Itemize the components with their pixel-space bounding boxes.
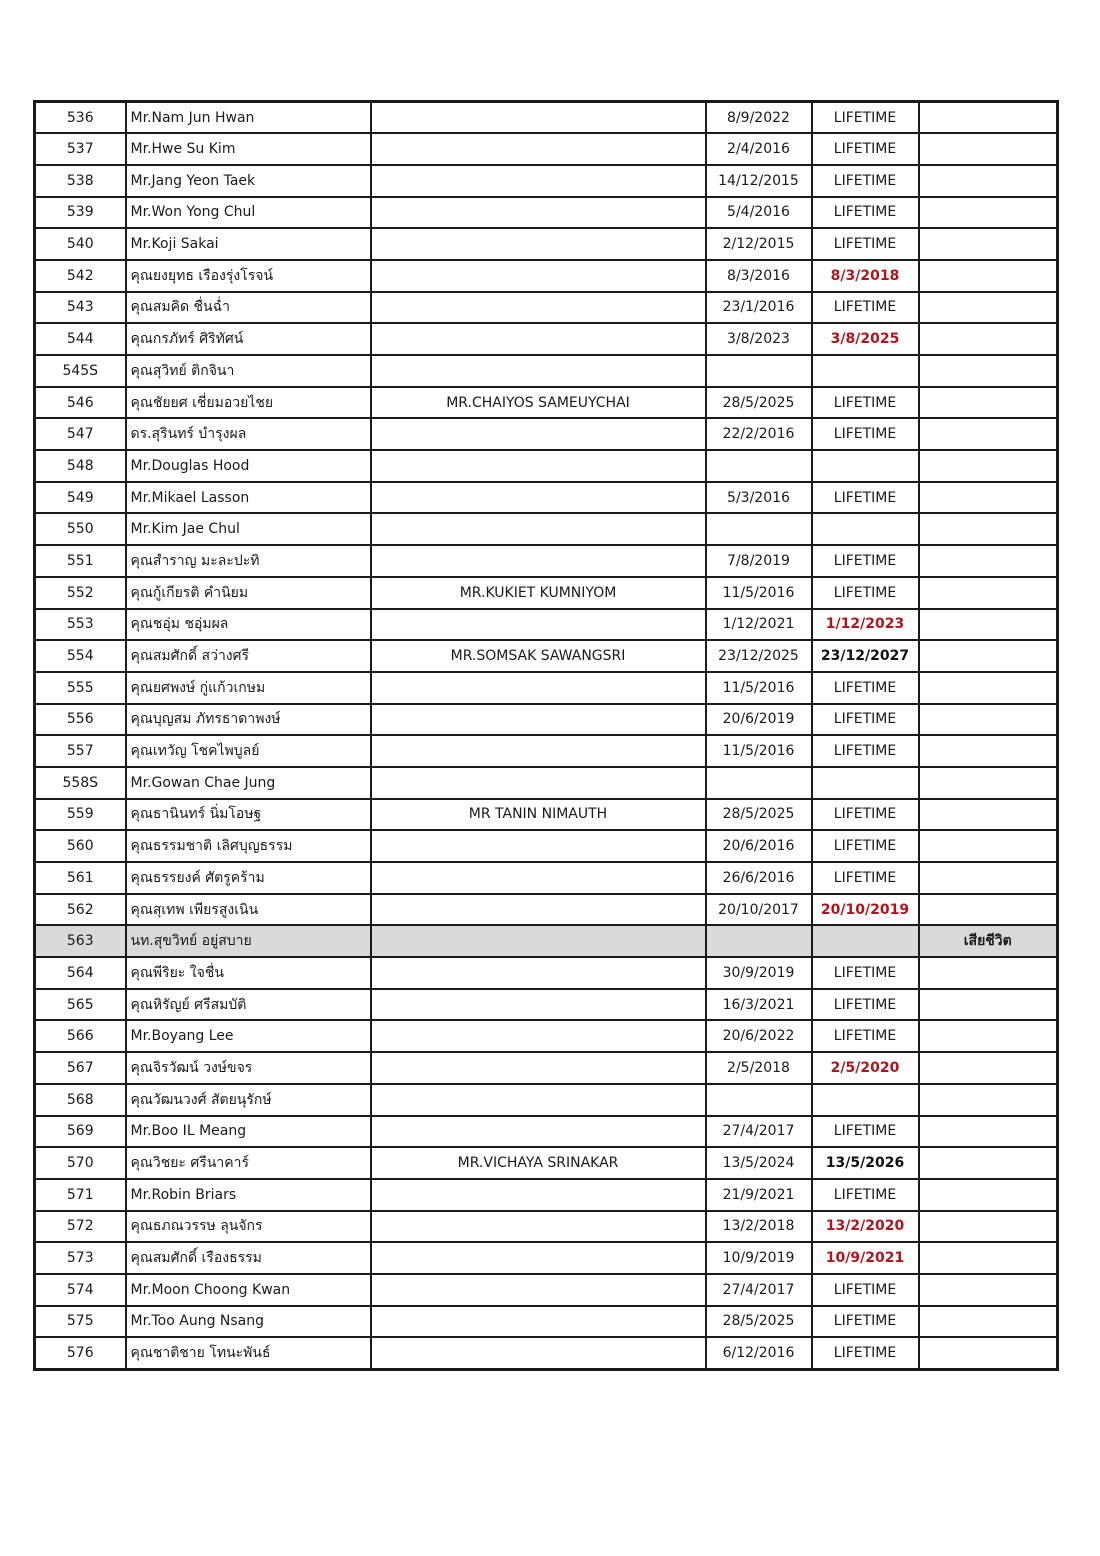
note-cell bbox=[919, 894, 1058, 926]
expiry-cell bbox=[812, 767, 919, 799]
note-cell bbox=[919, 165, 1058, 197]
start-date-cell: 2/12/2015 bbox=[706, 228, 812, 260]
table-row bbox=[35, 1147, 1058, 1179]
member-english-name-cell bbox=[371, 1116, 706, 1148]
note-cell bbox=[919, 1306, 1058, 1338]
member-table bbox=[33, 100, 1059, 1371]
start-date-cell: 2/4/2016 bbox=[706, 133, 812, 165]
table-row bbox=[35, 1020, 1058, 1052]
expiry-cell: LIFETIME bbox=[812, 545, 919, 577]
start-date-cell bbox=[706, 513, 812, 545]
member-name-cell: คุณสุวิทย์ ติกจินา bbox=[126, 355, 371, 387]
start-date-cell: 13/2/2018 bbox=[706, 1211, 812, 1243]
table-row bbox=[35, 228, 1058, 260]
note-cell bbox=[919, 513, 1058, 545]
member-english-name-cell bbox=[371, 228, 706, 260]
start-date-cell bbox=[706, 1084, 812, 1116]
start-date-cell: 2/5/2018 bbox=[706, 1052, 812, 1084]
start-date-cell: 14/12/2015 bbox=[706, 165, 812, 197]
member-name-cell: คุณพีริยะ ใจชื่น bbox=[126, 957, 371, 989]
note-cell bbox=[919, 672, 1058, 704]
member-name-cell: คุณกู้เกียรติ คำนิยม bbox=[126, 577, 371, 609]
table-row bbox=[35, 1242, 1058, 1274]
table-row bbox=[35, 609, 1058, 641]
member-name-cell: คุณยงยุทธ เรืองรุ่งโรจน์ bbox=[126, 260, 371, 292]
note-cell bbox=[919, 830, 1058, 862]
member-english-name-cell: MR.SOMSAK SAWANGSRI bbox=[371, 640, 706, 672]
table-row bbox=[35, 260, 1058, 292]
member-number-cell: 564 bbox=[35, 957, 126, 989]
expiry-cell: LIFETIME bbox=[812, 387, 919, 419]
expiry-cell: 20/10/2019 bbox=[812, 894, 919, 926]
member-english-name-cell bbox=[371, 1274, 706, 1306]
start-date-cell: 27/4/2017 bbox=[706, 1274, 812, 1306]
expiry-cell bbox=[812, 925, 919, 957]
start-date-cell: 10/9/2019 bbox=[706, 1242, 812, 1274]
member-number-cell: 573 bbox=[35, 1242, 126, 1274]
expiry-cell: LIFETIME bbox=[812, 957, 919, 989]
expiry-cell: LIFETIME bbox=[812, 228, 919, 260]
member-name-cell: คุณยศพงษ์ กู่แก้วเกษม bbox=[126, 672, 371, 704]
note-cell bbox=[919, 640, 1058, 672]
note-cell bbox=[919, 1274, 1058, 1306]
note-cell bbox=[919, 767, 1058, 799]
member-name-cell: Mr.Too Aung Nsang bbox=[126, 1306, 371, 1338]
table-row bbox=[35, 1211, 1058, 1243]
member-name-cell: Mr.Boyang Lee bbox=[126, 1020, 371, 1052]
note-cell bbox=[919, 102, 1058, 134]
note-cell bbox=[919, 1020, 1058, 1052]
expiry-cell: 3/8/2025 bbox=[812, 323, 919, 355]
note-cell: เสียชีวิต bbox=[919, 925, 1058, 957]
member-number-cell: 566 bbox=[35, 1020, 126, 1052]
member-english-name-cell bbox=[371, 1179, 706, 1211]
member-name-cell: คุณชัยยศ เชี่ยมอวยไชย bbox=[126, 387, 371, 419]
table-row bbox=[35, 133, 1058, 165]
member-english-name-cell bbox=[371, 545, 706, 577]
start-date-cell: 20/6/2016 bbox=[706, 830, 812, 862]
member-english-name-cell bbox=[371, 925, 706, 957]
note-cell bbox=[919, 1211, 1058, 1243]
start-date-cell: 8/9/2022 bbox=[706, 102, 812, 134]
table-row bbox=[35, 577, 1058, 609]
member-english-name-cell bbox=[371, 957, 706, 989]
start-date-cell: 21/9/2021 bbox=[706, 1179, 812, 1211]
start-date-cell bbox=[706, 925, 812, 957]
note-cell bbox=[919, 228, 1058, 260]
note-cell bbox=[919, 387, 1058, 419]
member-number-cell: 565 bbox=[35, 989, 126, 1021]
note-cell bbox=[919, 1116, 1058, 1148]
member-name-cell: คุณสมศักดิ์ เรืองธรรม bbox=[126, 1242, 371, 1274]
member-name-cell: คุณวัฒนวงศ์ สัตยนุรักษ์ bbox=[126, 1084, 371, 1116]
member-number-cell: 569 bbox=[35, 1116, 126, 1148]
note-cell bbox=[919, 799, 1058, 831]
note-cell bbox=[919, 862, 1058, 894]
member-number-cell: 550 bbox=[35, 513, 126, 545]
table-row bbox=[35, 513, 1058, 545]
member-name-cell: คุณสุเทพ เพียรสูงเนิน bbox=[126, 894, 371, 926]
note-cell bbox=[919, 482, 1058, 514]
table-row bbox=[35, 545, 1058, 577]
table-row bbox=[35, 1116, 1058, 1148]
member-english-name-cell bbox=[371, 513, 706, 545]
start-date-cell bbox=[706, 355, 812, 387]
member-number-cell: 544 bbox=[35, 323, 126, 355]
member-name-cell: คุณบุญสม ภัทรธาดาพงษ์ bbox=[126, 704, 371, 736]
start-date-cell: 20/10/2017 bbox=[706, 894, 812, 926]
member-number-cell: 557 bbox=[35, 735, 126, 767]
member-number-cell: 538 bbox=[35, 165, 126, 197]
member-number-cell: 562 bbox=[35, 894, 126, 926]
start-date-cell: 5/3/2016 bbox=[706, 482, 812, 514]
member-name-cell: Mr.Koji Sakai bbox=[126, 228, 371, 260]
member-name-cell: Mr.Boo IL Meang bbox=[126, 1116, 371, 1148]
member-english-name-cell bbox=[371, 133, 706, 165]
member-english-name-cell: MR.VICHAYA SRINAKAR bbox=[371, 1147, 706, 1179]
member-number-cell: 575 bbox=[35, 1306, 126, 1338]
member-number-cell: 560 bbox=[35, 830, 126, 862]
member-number-cell: 539 bbox=[35, 197, 126, 229]
member-name-cell: Mr.Hwe Su Kim bbox=[126, 133, 371, 165]
member-name-cell: คุณธรรยงค์ ศัตรูคร้าม bbox=[126, 862, 371, 894]
member-number-cell: 548 bbox=[35, 450, 126, 482]
member-number-cell: 563 bbox=[35, 925, 126, 957]
expiry-cell: 13/5/2026 bbox=[812, 1147, 919, 1179]
start-date-cell: 7/8/2019 bbox=[706, 545, 812, 577]
table-row bbox=[35, 1306, 1058, 1338]
expiry-cell: LIFETIME bbox=[812, 102, 919, 134]
expiry-cell: LIFETIME bbox=[812, 989, 919, 1021]
start-date-cell: 16/3/2021 bbox=[706, 989, 812, 1021]
member-name-cell: Mr.Moon Choong Kwan bbox=[126, 1274, 371, 1306]
start-date-cell: 23/12/2025 bbox=[706, 640, 812, 672]
member-english-name-cell bbox=[371, 102, 706, 134]
member-english-name-cell bbox=[371, 989, 706, 1021]
expiry-cell: LIFETIME bbox=[812, 704, 919, 736]
table-row bbox=[35, 735, 1058, 767]
member-number-cell: 558S bbox=[35, 767, 126, 799]
member-number-cell: 549 bbox=[35, 482, 126, 514]
expiry-cell: 2/5/2020 bbox=[812, 1052, 919, 1084]
table-row bbox=[35, 482, 1058, 514]
expiry-cell: LIFETIME bbox=[812, 1306, 919, 1338]
member-english-name-cell bbox=[371, 1211, 706, 1243]
member-number-cell: 576 bbox=[35, 1337, 126, 1369]
member-english-name-cell bbox=[371, 1084, 706, 1116]
expiry-cell: 8/3/2018 bbox=[812, 260, 919, 292]
expiry-cell: LIFETIME bbox=[812, 830, 919, 862]
member-name-cell: คุณชอุ่ม ชอุ่มผล bbox=[126, 609, 371, 641]
member-english-name-cell: MR TANIN NIMAUTH bbox=[371, 799, 706, 831]
member-name-cell: คุณจิรวัฒน์ วงษ์ขจร bbox=[126, 1052, 371, 1084]
member-number-cell: 570 bbox=[35, 1147, 126, 1179]
table-row bbox=[35, 323, 1058, 355]
start-date-cell: 30/9/2019 bbox=[706, 957, 812, 989]
start-date-cell: 1/12/2021 bbox=[706, 609, 812, 641]
table-row bbox=[35, 925, 1058, 957]
expiry-cell: LIFETIME bbox=[812, 1337, 919, 1369]
member-english-name-cell bbox=[371, 482, 706, 514]
expiry-cell: LIFETIME bbox=[812, 1116, 919, 1148]
start-date-cell: 11/5/2016 bbox=[706, 672, 812, 704]
note-cell bbox=[919, 1242, 1058, 1274]
member-number-cell: 537 bbox=[35, 133, 126, 165]
member-number-cell: 574 bbox=[35, 1274, 126, 1306]
note-cell bbox=[919, 323, 1058, 355]
member-name-cell: คุณชาติชาย โทนะพันธ์ bbox=[126, 1337, 371, 1369]
expiry-cell: LIFETIME bbox=[812, 133, 919, 165]
table-row bbox=[35, 704, 1058, 736]
member-number-cell: 572 bbox=[35, 1211, 126, 1243]
member-english-name-cell bbox=[371, 1020, 706, 1052]
table-row bbox=[35, 197, 1058, 229]
start-date-cell bbox=[706, 767, 812, 799]
start-date-cell: 20/6/2022 bbox=[706, 1020, 812, 1052]
note-cell bbox=[919, 577, 1058, 609]
member-english-name-cell bbox=[371, 355, 706, 387]
member-english-name-cell: MR.KUKIET KUMNIYOM bbox=[371, 577, 706, 609]
member-number-cell: 555 bbox=[35, 672, 126, 704]
expiry-cell: LIFETIME bbox=[812, 418, 919, 450]
start-date-cell: 11/5/2016 bbox=[706, 735, 812, 767]
member-number-cell: 540 bbox=[35, 228, 126, 260]
expiry-cell: 10/9/2021 bbox=[812, 1242, 919, 1274]
member-english-name-cell bbox=[371, 704, 706, 736]
table-row bbox=[35, 292, 1058, 324]
start-date-cell: 8/3/2016 bbox=[706, 260, 812, 292]
expiry-cell: LIFETIME bbox=[812, 577, 919, 609]
member-number-cell: 551 bbox=[35, 545, 126, 577]
member-name-cell: คุณธภณวรรษ ลุนจักร bbox=[126, 1211, 371, 1243]
start-date-cell: 22/2/2016 bbox=[706, 418, 812, 450]
member-number-cell: 561 bbox=[35, 862, 126, 894]
table-row bbox=[35, 450, 1058, 482]
expiry-cell: LIFETIME bbox=[812, 672, 919, 704]
start-date-cell: 26/6/2016 bbox=[706, 862, 812, 894]
member-number-cell: 559 bbox=[35, 799, 126, 831]
member-english-name-cell bbox=[371, 323, 706, 355]
member-english-name-cell bbox=[371, 1052, 706, 1084]
member-name-cell: Mr.Robin Briars bbox=[126, 1179, 371, 1211]
member-name-cell: คุณหิรัญย์ ศรีสมบัติ bbox=[126, 989, 371, 1021]
note-cell bbox=[919, 260, 1058, 292]
start-date-cell: 23/1/2016 bbox=[706, 292, 812, 324]
start-date-cell: 28/5/2025 bbox=[706, 799, 812, 831]
member-number-cell: 542 bbox=[35, 260, 126, 292]
expiry-cell: LIFETIME bbox=[812, 197, 919, 229]
expiry-cell bbox=[812, 1084, 919, 1116]
member-english-name-cell bbox=[371, 767, 706, 799]
expiry-cell bbox=[812, 450, 919, 482]
table-row bbox=[35, 640, 1058, 672]
member-english-name-cell bbox=[371, 1306, 706, 1338]
note-cell bbox=[919, 735, 1058, 767]
member-number-cell: 567 bbox=[35, 1052, 126, 1084]
member-number-cell: 571 bbox=[35, 1179, 126, 1211]
member-number-cell: 556 bbox=[35, 704, 126, 736]
member-english-name-cell bbox=[371, 894, 706, 926]
member-number-cell: 568 bbox=[35, 1084, 126, 1116]
note-cell bbox=[919, 957, 1058, 989]
expiry-cell: LIFETIME bbox=[812, 482, 919, 514]
table-row bbox=[35, 830, 1058, 862]
member-name-cell: คุณสำราญ มะละปะทิ bbox=[126, 545, 371, 577]
start-date-cell bbox=[706, 450, 812, 482]
start-date-cell: 13/5/2024 bbox=[706, 1147, 812, 1179]
start-date-cell: 20/6/2019 bbox=[706, 704, 812, 736]
member-number-cell: 543 bbox=[35, 292, 126, 324]
start-date-cell: 27/4/2017 bbox=[706, 1116, 812, 1148]
table-row bbox=[35, 862, 1058, 894]
expiry-cell: 23/12/2027 bbox=[812, 640, 919, 672]
member-name-cell: คุณสมคิด ชื่นฉ่ำ bbox=[126, 292, 371, 324]
table-row bbox=[35, 672, 1058, 704]
note-cell bbox=[919, 704, 1058, 736]
table-row bbox=[35, 1337, 1058, 1369]
expiry-cell: LIFETIME bbox=[812, 1020, 919, 1052]
expiry-cell: 1/12/2023 bbox=[812, 609, 919, 641]
expiry-cell: LIFETIME bbox=[812, 1274, 919, 1306]
note-cell bbox=[919, 418, 1058, 450]
start-date-cell: 5/4/2016 bbox=[706, 197, 812, 229]
member-name-cell: คุณเทวัญ โชคไพบูลย์ bbox=[126, 735, 371, 767]
member-name-cell: Mr.Nam Jun Hwan bbox=[126, 102, 371, 134]
table-row bbox=[35, 767, 1058, 799]
member-english-name-cell bbox=[371, 830, 706, 862]
member-name-cell: คุณธานินทร์ นิ่มโอษฐ bbox=[126, 799, 371, 831]
note-cell bbox=[919, 1337, 1058, 1369]
expiry-cell: LIFETIME bbox=[812, 1179, 919, 1211]
member-name-cell: นท.สุขวิทย์ อยู่สบาย bbox=[126, 925, 371, 957]
table-row bbox=[35, 418, 1058, 450]
note-cell bbox=[919, 450, 1058, 482]
note-cell bbox=[919, 1179, 1058, 1211]
table-row bbox=[35, 1052, 1058, 1084]
note-cell bbox=[919, 133, 1058, 165]
member-number-cell: 536 bbox=[35, 102, 126, 134]
table-row bbox=[35, 1274, 1058, 1306]
member-name-cell: คุณธรรมชาติ เลิศบุญธรรม bbox=[126, 830, 371, 862]
member-english-name-cell bbox=[371, 1337, 706, 1369]
member-english-name-cell bbox=[371, 672, 706, 704]
table-row bbox=[35, 894, 1058, 926]
note-cell bbox=[919, 609, 1058, 641]
expiry-cell: LIFETIME bbox=[812, 165, 919, 197]
member-name-cell: Mr.Jang Yeon Taek bbox=[126, 165, 371, 197]
table-row bbox=[35, 989, 1058, 1021]
expiry-cell: 13/2/2020 bbox=[812, 1211, 919, 1243]
note-cell bbox=[919, 355, 1058, 387]
member-english-name-cell bbox=[371, 609, 706, 641]
expiry-cell: LIFETIME bbox=[812, 735, 919, 767]
expiry-cell: LIFETIME bbox=[812, 799, 919, 831]
expiry-cell: LIFETIME bbox=[812, 862, 919, 894]
note-cell bbox=[919, 1052, 1058, 1084]
table-row bbox=[35, 387, 1058, 419]
member-english-name-cell bbox=[371, 197, 706, 229]
expiry-cell bbox=[812, 355, 919, 387]
start-date-cell: 6/12/2016 bbox=[706, 1337, 812, 1369]
table-row bbox=[35, 355, 1058, 387]
start-date-cell: 11/5/2016 bbox=[706, 577, 812, 609]
member-table-body bbox=[35, 102, 1058, 1370]
member-english-name-cell bbox=[371, 292, 706, 324]
note-cell bbox=[919, 545, 1058, 577]
expiry-cell bbox=[812, 513, 919, 545]
table-row bbox=[35, 1179, 1058, 1211]
member-english-name-cell bbox=[371, 862, 706, 894]
table-row bbox=[35, 102, 1058, 134]
note-cell bbox=[919, 292, 1058, 324]
note-cell bbox=[919, 1147, 1058, 1179]
member-name-cell: Mr.Gowan Chae Jung bbox=[126, 767, 371, 799]
member-english-name-cell bbox=[371, 735, 706, 767]
member-english-name-cell bbox=[371, 1242, 706, 1274]
member-english-name-cell bbox=[371, 260, 706, 292]
member-number-cell: 545S bbox=[35, 355, 126, 387]
note-cell bbox=[919, 197, 1058, 229]
member-english-name-cell bbox=[371, 418, 706, 450]
member-name-cell: ดร.สุรินทร์ บำรุงผล bbox=[126, 418, 371, 450]
note-cell bbox=[919, 1084, 1058, 1116]
member-number-cell: 546 bbox=[35, 387, 126, 419]
member-name-cell: Mr.Won Yong Chul bbox=[126, 197, 371, 229]
member-number-cell: 552 bbox=[35, 577, 126, 609]
table-row bbox=[35, 165, 1058, 197]
member-name-cell: คุณกรภัทร์ ศิริทัศน์ bbox=[126, 323, 371, 355]
member-name-cell: Mr.Mikael Lasson bbox=[126, 482, 371, 514]
member-name-cell: Mr.Kim Jae Chul bbox=[126, 513, 371, 545]
member-english-name-cell: MR.CHAIYOS SAMEUYCHAI bbox=[371, 387, 706, 419]
start-date-cell: 28/5/2025 bbox=[706, 1306, 812, 1338]
member-number-cell: 553 bbox=[35, 609, 126, 641]
member-name-cell: คุณวิชยะ ศรีนาคาร์ bbox=[126, 1147, 371, 1179]
member-number-cell: 554 bbox=[35, 640, 126, 672]
member-number-cell: 547 bbox=[35, 418, 126, 450]
table-row bbox=[35, 799, 1058, 831]
member-name-cell: คุณสมศักดิ์ สว่างศรี bbox=[126, 640, 371, 672]
start-date-cell: 3/8/2023 bbox=[706, 323, 812, 355]
member-english-name-cell bbox=[371, 450, 706, 482]
note-cell bbox=[919, 989, 1058, 1021]
expiry-cell: LIFETIME bbox=[812, 292, 919, 324]
member-name-cell: Mr.Douglas Hood bbox=[126, 450, 371, 482]
table-row bbox=[35, 1084, 1058, 1116]
start-date-cell: 28/5/2025 bbox=[706, 387, 812, 419]
member-english-name-cell bbox=[371, 165, 706, 197]
table-row bbox=[35, 957, 1058, 989]
